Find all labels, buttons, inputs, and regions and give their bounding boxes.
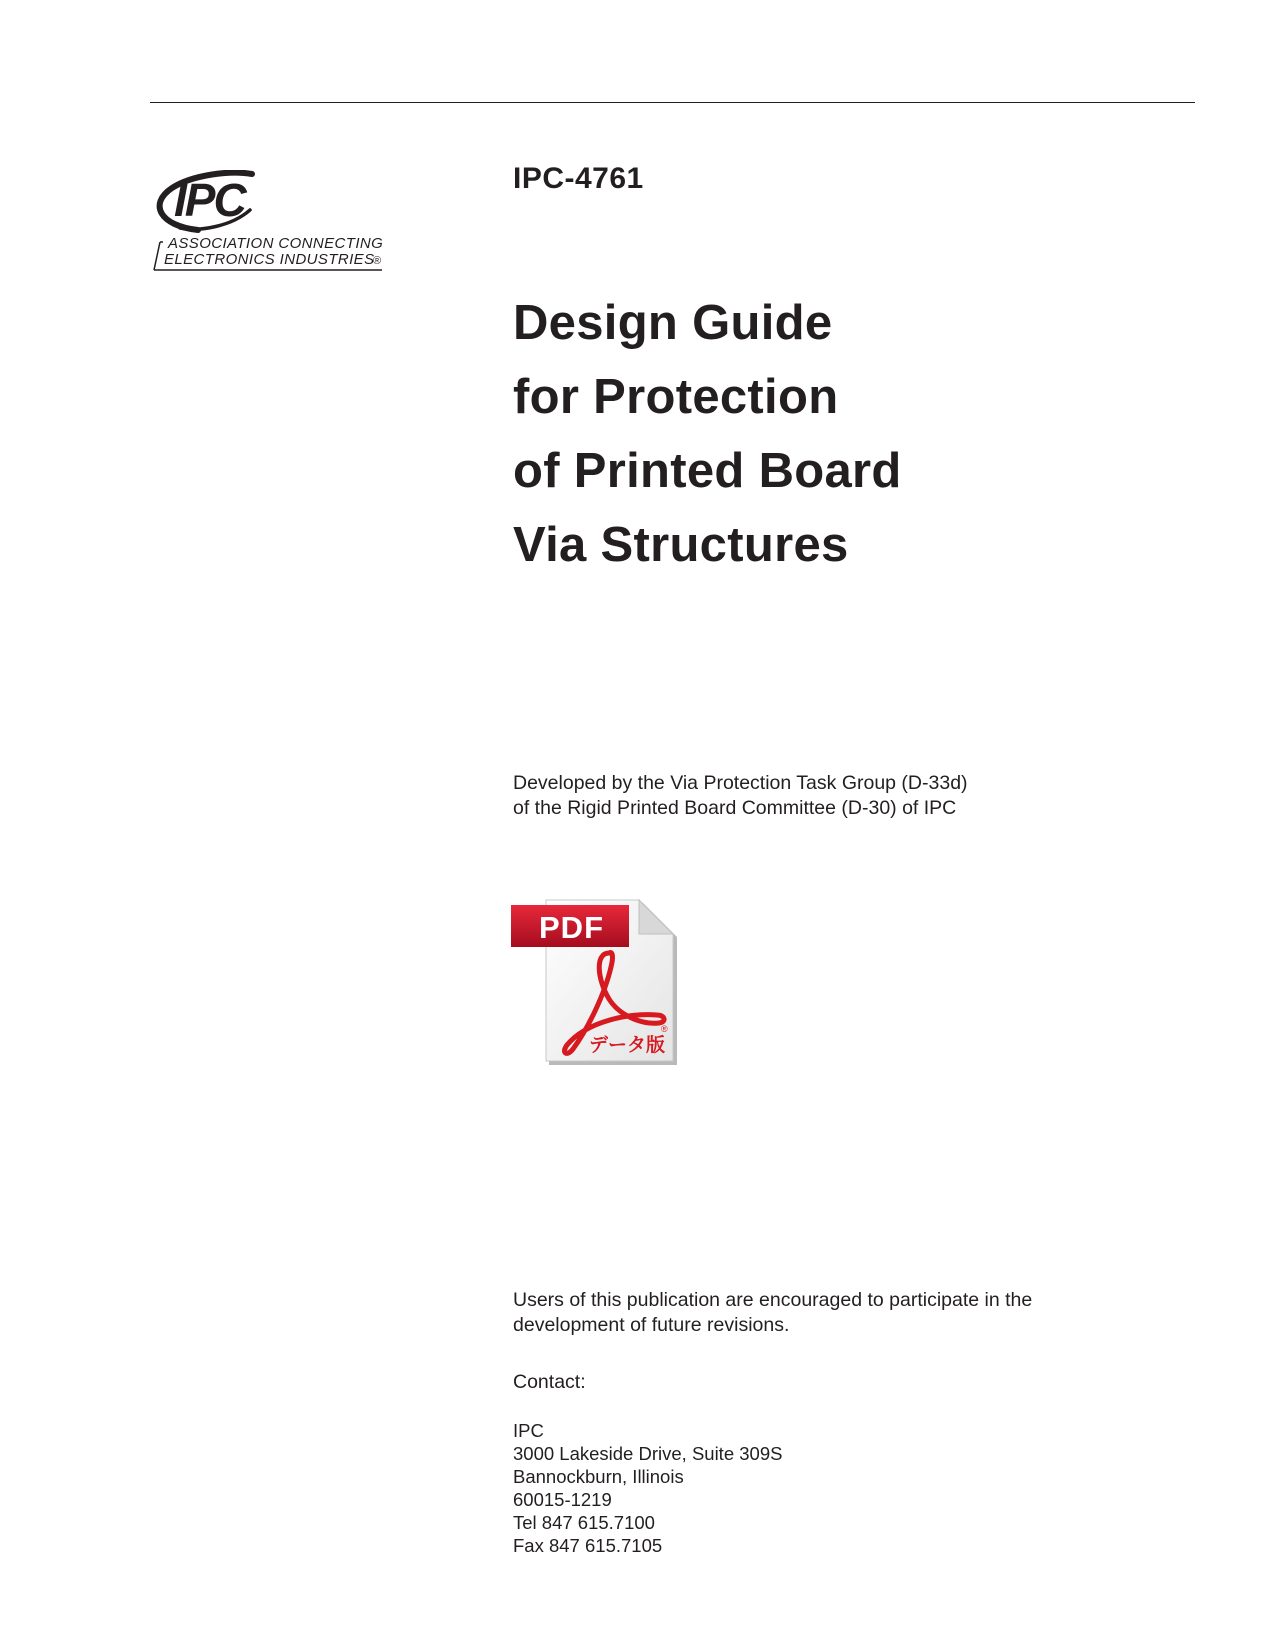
logo-tagline-line2: ELECTRONICS INDUSTRIES (164, 251, 375, 268)
contact-address (513, 1419, 782, 1557)
title-line-1: Design Guide (513, 296, 833, 350)
developed-by-line-2: of the Rigid Printed Board Committee (D-30) of IPC (513, 797, 957, 819)
document-number: IPC-4761 (513, 162, 644, 195)
pdf-banner-label: PDF (539, 910, 604, 945)
pdf-page-fold (639, 900, 673, 934)
address-zip: 60015-1219 (513, 1489, 612, 1510)
logo-registered-mark: ® (373, 255, 382, 267)
logo-tagline-line1: ASSOCIATION CONNECTING (168, 235, 384, 252)
logo-bracket-left (154, 242, 160, 270)
address-tel: Tel 847 615.7100 (513, 1512, 655, 1533)
pdf-badge-subtitle: データ版 (589, 1034, 666, 1056)
document-title (513, 286, 902, 582)
adobe-pdf-icon (511, 895, 679, 1067)
address-org: IPC (513, 1420, 544, 1441)
ipc-logo (150, 170, 410, 285)
developed-by-line-1: Developed by the Via Protection Task Group (D-33d) (513, 772, 968, 794)
address-street: 3000 Lakeside Drive, Suite 309S (513, 1443, 783, 1464)
pdf-badge (511, 895, 679, 1067)
address-fax: Fax 847 615.7105 (513, 1535, 663, 1556)
address-city: Bannockburn, Illinois (513, 1466, 684, 1487)
ipc-logo-mark (150, 170, 410, 285)
logo-ipc-text: IPC (174, 174, 245, 226)
users-note: Users of this publication are encouraged to participate in the development of future revisions. (513, 1289, 1033, 1336)
title-line-3: of Printed Board (513, 444, 902, 498)
title-line-4: Via Structures (513, 518, 849, 572)
contact-label: Contact: (513, 1371, 586, 1393)
title-line-2: for Protection (513, 370, 839, 424)
top-rule (150, 102, 1195, 103)
pdf-registered-mark: ® (661, 1024, 668, 1034)
developed-by (513, 771, 968, 821)
